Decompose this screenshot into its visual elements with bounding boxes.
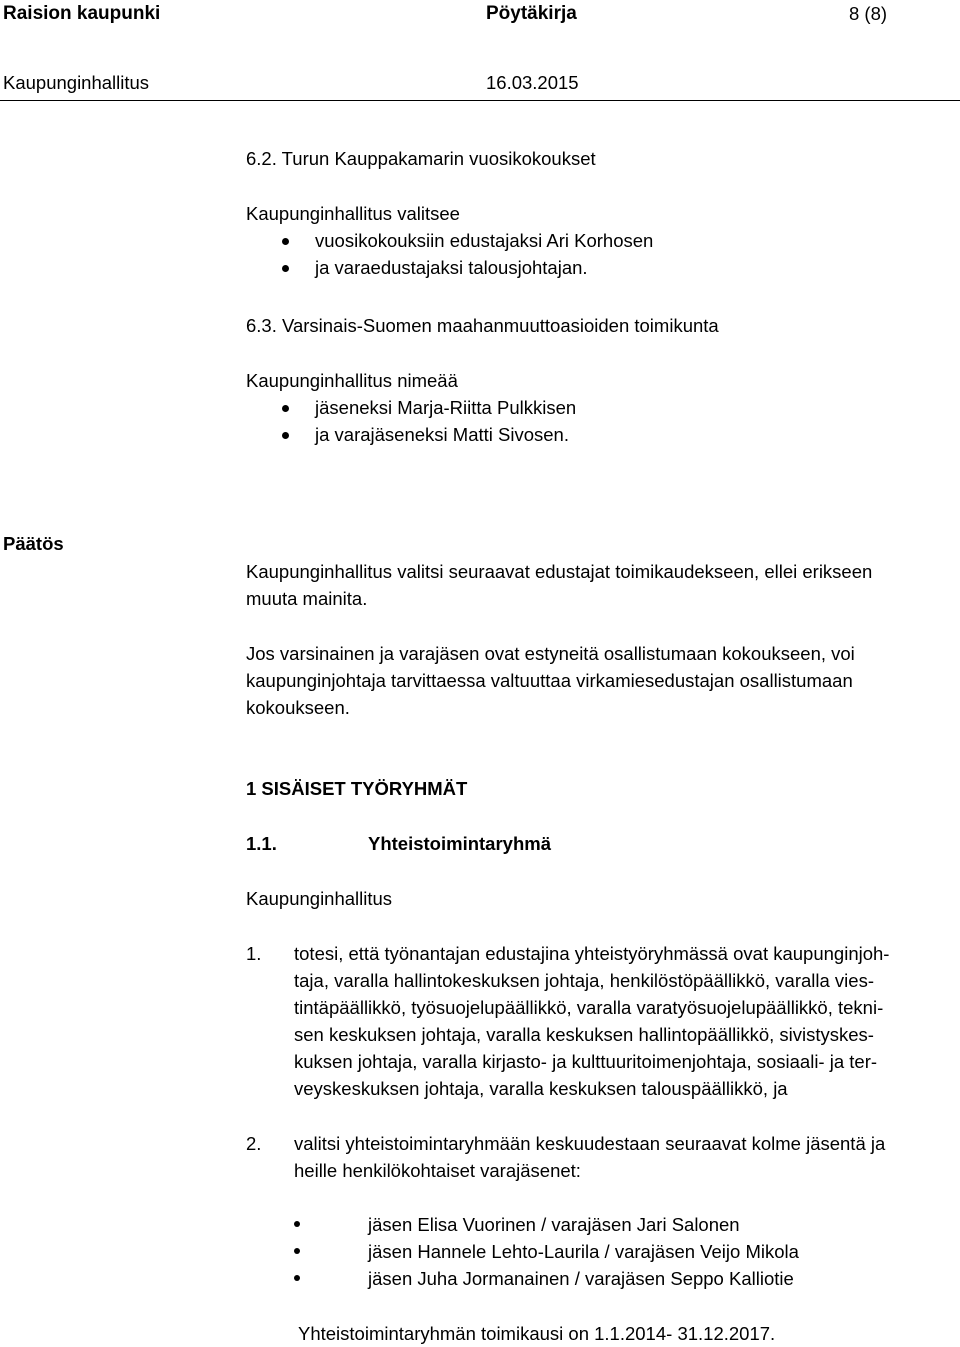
section-1-heading: 1 SISÄISET TYÖRYHMÄT bbox=[246, 778, 468, 799]
header-document-type: Pöytäkirja bbox=[486, 3, 577, 24]
header-body-name: Kaupunginhallitus bbox=[3, 72, 150, 93]
bullet-icon bbox=[294, 1248, 300, 1254]
section-6-2-heading: 6.2. Turun Kauppakamarin vuosikokoukset bbox=[246, 148, 596, 169]
subsection-title: Yhteistoimintaryhmä bbox=[368, 833, 551, 854]
list-item: vuosikokouksiin edustajaksi Ari Korhosen bbox=[315, 230, 654, 251]
bullet-icon bbox=[282, 238, 289, 245]
decision-paragraph-line: kaupunginjohtaja tarvittaessa valtuuttaa virkamiesedustajan osallistumaan bbox=[246, 670, 853, 691]
decision-paragraph-line: kokoukseen. bbox=[246, 697, 350, 718]
item-text-line: taja, varalla hallintokeskuksen johtaja, henkilöstöpäällikkö, varalla vies- bbox=[294, 970, 874, 991]
body-label: Kaupunginhallitus bbox=[246, 888, 393, 909]
member-list-item: jäsen Hannele Lehto-Laurila / varajäsen Veijo Mikola bbox=[368, 1241, 799, 1262]
term-statement: Yhteistoimintaryhmän toimikausi on 1.1.2014- 31.12.2017. bbox=[298, 1323, 776, 1344]
item-text-line: tintäpäällikkö, työsuojelupäällikkö, varalla varatyösuojelupäällikkö, tekni- bbox=[294, 997, 884, 1018]
item-number: 1. bbox=[246, 943, 262, 964]
decision-paragraph-line: Jos varsinainen ja varajäsen ovat estyneitä osallistumaan kokoukseen, voi bbox=[246, 643, 855, 664]
list-item: ja varajäseneksi Matti Sivosen. bbox=[315, 424, 569, 445]
item-text-line: valitsi yhteistoimintaryhmään keskuudestaan seuraavat kolme jäsentä ja bbox=[294, 1133, 886, 1154]
section-6-3-intro: Kaupunginhallitus nimeää bbox=[246, 370, 458, 391]
bullet-icon bbox=[294, 1275, 300, 1281]
header-page-number: 8 (8) bbox=[849, 3, 888, 24]
item-text-line: totesi, että työnantajan edustajina yhteistyöryhmässä ovat kaupunginjoh- bbox=[294, 943, 890, 964]
list-item: ja varaedustajaksi talousjohtajan. bbox=[315, 257, 588, 278]
header-divider bbox=[0, 100, 960, 101]
header-date: 16.03.2015 bbox=[486, 72, 579, 93]
item-text-line: veyskeskuksen johtaja, varalla keskuksen talouspäällikkö, ja bbox=[294, 1078, 788, 1099]
decision-paragraph-line: Kaupunginhallitus valitsi seuraavat edustajat toimikaudekseen, ellei erikseen bbox=[246, 561, 873, 582]
bullet-icon bbox=[282, 405, 289, 412]
header-organization: Raision kaupunki bbox=[3, 3, 161, 24]
item-text-line: heille henkilökohtaiset varajäsenet: bbox=[294, 1160, 581, 1181]
bullet-icon bbox=[282, 265, 289, 272]
section-6-3-heading: 6.3. Varsinais-Suomen maahanmuuttoasioiden toimikunta bbox=[246, 315, 719, 336]
item-number: 2. bbox=[246, 1133, 262, 1154]
section-6-2-intro: Kaupunginhallitus valitsee bbox=[246, 203, 460, 224]
decision-label: Päätös bbox=[3, 533, 64, 554]
subsection-number: 1.1. bbox=[246, 833, 277, 854]
list-item: jäseneksi Marja-Riitta Pulkkisen bbox=[315, 397, 577, 418]
decision-paragraph-line: muuta mainita. bbox=[246, 588, 368, 609]
item-text-line: kuksen johtaja, varalla kirjasto- ja kulttuuritoimenjohtaja, sosiaali- ja ter- bbox=[294, 1051, 878, 1072]
member-list-item: jäsen Juha Jormanainen / varajäsen Seppo Kalliotie bbox=[368, 1268, 794, 1289]
item-text-line: sen keskuksen johtaja, varalla keskuksen hallintopäällikkö, sivistyskes- bbox=[294, 1024, 874, 1045]
bullet-icon bbox=[282, 432, 289, 439]
member-list-item: jäsen Elisa Vuorinen / varajäsen Jari Salonen bbox=[368, 1214, 740, 1235]
bullet-icon bbox=[294, 1221, 300, 1227]
